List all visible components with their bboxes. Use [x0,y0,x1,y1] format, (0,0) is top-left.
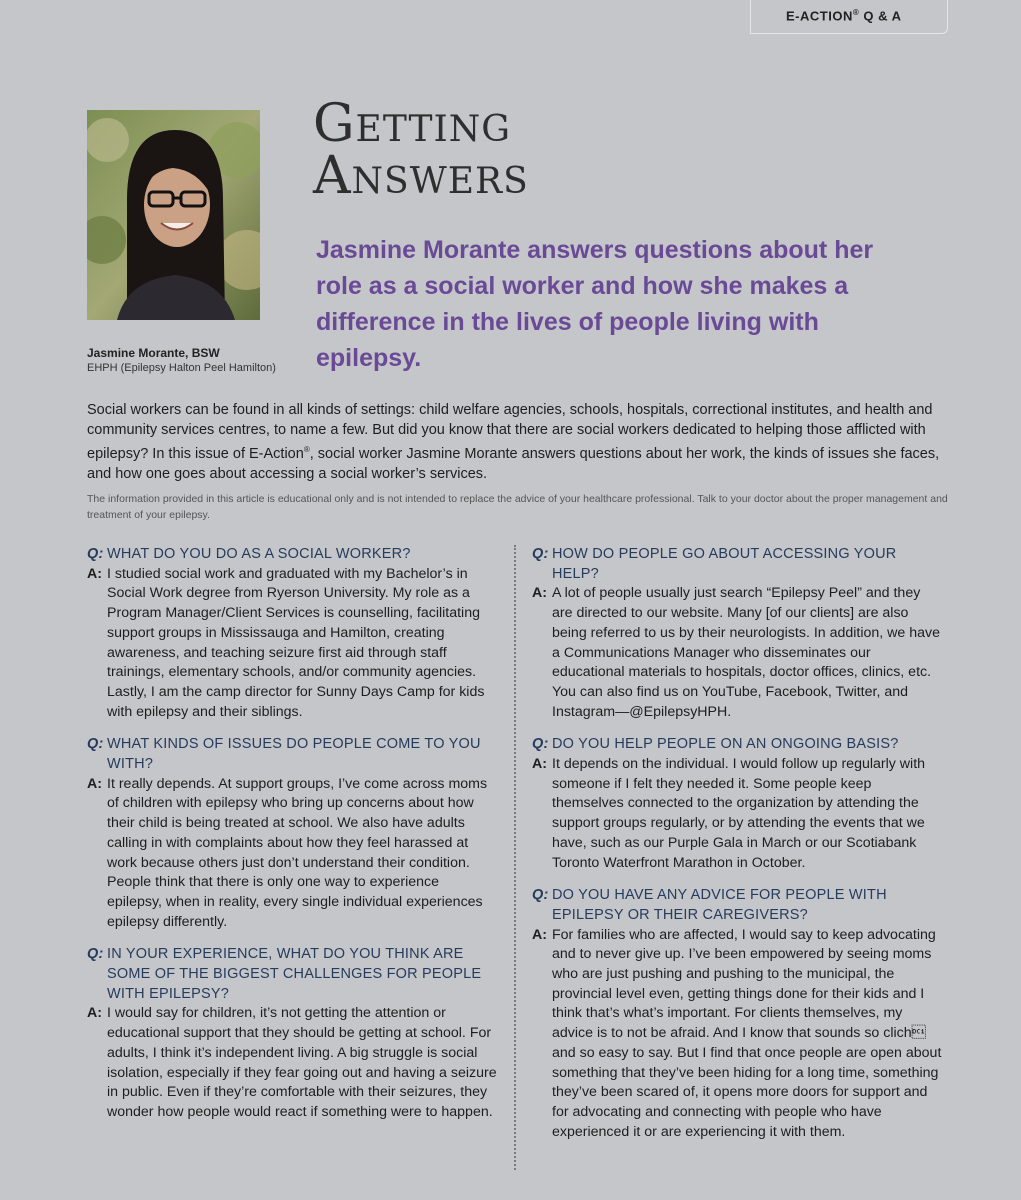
article-title [313,94,529,206]
portrait-photo [87,110,260,320]
a-mark: A: [87,565,102,582]
photo-caption-org: EHPH (Epilepsy Halton Peel Hamilton) [87,362,276,374]
photo-caption-name: Jasmine Morante, BSW [87,346,220,360]
answer: A: It depends on the individual. I would follow up regularly with someone if I felt they needed it. Some people keep themselves connected to the organization by attending the support groups regularly, or by attending the events that we have, such as our Purple Gala in March or our Scotiabank Toronto Waterfront Marathon in October. [532,755,942,873]
qa-item [87,545,497,722]
column-divider [514,545,516,1170]
q-mark: Q: [87,736,104,753]
question: Q: DO YOU HELP PEOPLE ON AN ONGOING BASIS? [532,735,942,755]
question: Q: DO YOU HAVE ANY ADVICE FOR PEOPLE WITH EPILEPSY OR THEIR CAREGIVERS? [532,886,942,925]
qa-item [87,945,497,1122]
article-subtitle: Jasmine Morante answers questions about her role as a social worker and how she makes a difference in the lives of people living with epilepsy. [316,236,874,372]
answer: A: I studied social work and graduated with my Bachelor’s in Social Work degree from Ryerson University. My role as a Program Manager/Client Services is counselling, facilitating support groups in Mississauga and Hamilton, creating awareness, and teaching seizure first aid through staff trainings, elementary schools, and/or community agencies. Lastly, I am the camp director for Sunny Days Camp for kids with epilepsy and their siblings. [87,565,497,723]
a-mark: A: [532,926,547,943]
qa-item [532,545,942,722]
answer: A: I would say for children, it’s not getting the attention or educational support that they should be getting at school. For adults, I think it’s independent living. A big struggle is social isolation, especially if they fear going out and having a seizure in public. Even if they’re comfortable with their seizures, they wonder how people would react if something were to happen. [87,1004,497,1122]
qa-item [87,735,497,932]
answer: A: It really depends. At support groups, I’ve come across moms of children with epilepsy who bring up concerns about how their child is being treated at school. We also have adults calling in with complaints about how they feel harassed at work because others just don’t understand their condition. People think that there is only one way to experience epilepsy, when in reality, every single individual experiences epilepsy differently. [87,775,497,933]
a-mark: A: [87,775,102,792]
q-mark: Q: [532,546,549,562]
a-mark: A: [87,1005,102,1022]
a-mark: A: [532,756,547,773]
question: Q: WHAT KINDS OF ISSUES DO PEOPLE COME TO YOU WITH? [87,735,497,774]
qa-item [532,735,942,873]
section-label: E-ACTION® Q & A [786,8,902,24]
answer: A: For families who are affected, I would say to keep advocating and to never give up. I’ve been empowered by seeing moms who are just pushing and pushing to the municipal, the provincial level even, getting things done for their kids and I think that’s what’s important. For clients themselves, my advice is to not be afraid. And I know that sounds so clich and so easy to say. But I find that once people are open about something that they’ve been hiding for a long time, something they’ve been scared of, it opens more doors for support and for advocating and connecting with people who have experienced it or are experiencing it with them. [532,926,942,1143]
qa-column-right [532,545,942,1155]
question: Q: HOW DO PEOPLE GO ABOUT ACCESSING YOUR HELP? [532,545,942,584]
question: Q: WHAT DO YOU DO AS A SOCIAL WORKER? [87,545,497,565]
qa-column-left [87,545,497,1136]
a-mark: A: [532,585,547,602]
title-line-1: Getting [313,94,511,154]
q-mark: Q: [87,546,104,562]
intro-paragraph: Social workers can be found in all kinds of settings: child welfare agencies, schools, hospitals, correctional institutes, and health and community services centres, to name a few. But did you know that there are social workers dedicated to helping those afflicted with epilepsy? In this issue of E-Action®, social worker Jasmine Morante answers questions about her work, the kinds of issues she faces, and how one goes about accessing a social worker’s services. [87,402,940,482]
disclaimer: The information provided in this article is educational only and is not intended to replace the advice of your healthcare professional. Talk to your doctor about the proper management and treatment of your epilepsy. [87,493,948,521]
q-mark: Q: [532,887,549,904]
answer: A: A lot of people usually just search “Epilepsy Peel” and they are directed to our website. Many [of our clients] are also being referred to us by their neurologists. In addition, we have a Communications Manager who disseminates our educational materials to hospitals, doctor offices, clinics, etc. You can also find us on YouTube, Facebook, Twitter, and Instagram—@EpilepsyHPH. [532,584,942,722]
title-line-2: Answers [313,146,529,206]
q-mark: Q: [532,736,549,753]
qa-item [532,886,942,1142]
question: Q: IN YOUR EXPERIENCE, WHAT DO YOU THINK ARE SOME OF THE BIGGEST CHALLENGES FOR PEOPLE WITH EPILEPSY? [87,945,497,1004]
q-mark: Q: [87,946,104,963]
